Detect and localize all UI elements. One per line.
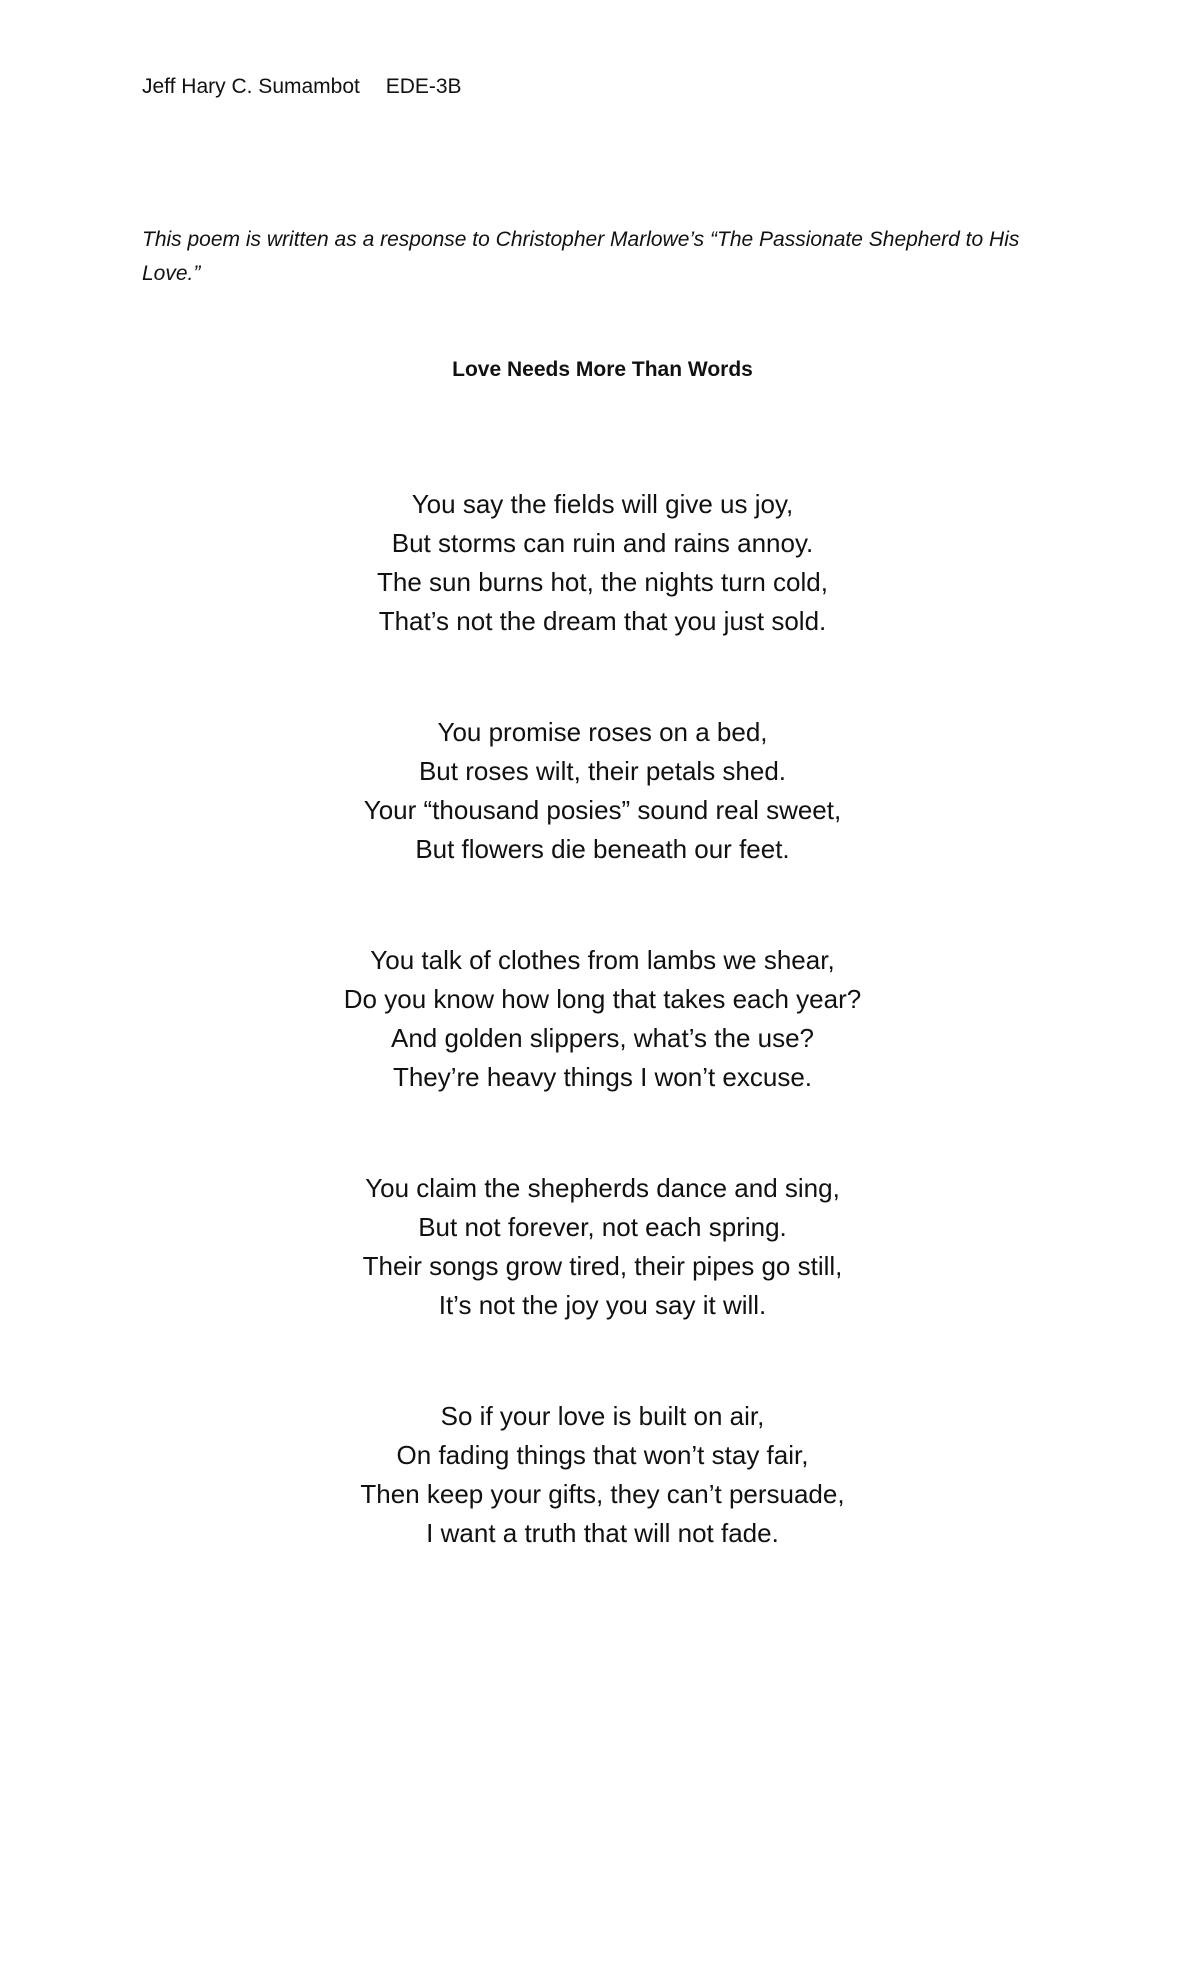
stanza-4 xyxy=(0,1169,1200,1325)
poem-line: But roses wilt, their petals shed. xyxy=(418,756,787,786)
stanza-2 xyxy=(0,713,1200,869)
poem-line: Then keep your gifts, they can’t persuade, xyxy=(360,1479,845,1509)
poem-line: But flowers die beneath our feet. xyxy=(415,834,790,864)
poem-line: The sun burns hot, the nights turn cold, xyxy=(377,567,828,597)
poem-line: So if your love is built on air, xyxy=(440,1401,765,1431)
stanza-3 xyxy=(0,941,1200,1097)
poem-line: Your “thousand posies” sound real sweet, xyxy=(363,795,842,825)
poem-line: On fading things that won’t stay fair, xyxy=(396,1440,809,1470)
poem-line: But storms can ruin and rains annoy. xyxy=(391,528,814,558)
poem-line: It’s not the joy you say it will. xyxy=(438,1290,767,1320)
class-section: EDE-3B xyxy=(385,75,462,98)
poem-line: Do you know how long that takes each year? xyxy=(343,984,862,1014)
poem-line: That’s not the dream that you just sold. xyxy=(378,606,827,636)
poem-line: You claim the shepherds dance and sing, xyxy=(365,1173,840,1203)
poem-line: And golden slippers, what’s the use? xyxy=(390,1023,815,1053)
poem-line: I want a truth that will not fade. xyxy=(426,1518,779,1548)
poem-body xyxy=(0,485,1200,1625)
author-name: Jeff Hary C. Sumambot xyxy=(142,75,360,98)
stanza-5 xyxy=(0,1397,1200,1553)
stanza-1 xyxy=(0,485,1200,641)
poem-line: They’re heavy things I won’t excuse. xyxy=(392,1062,813,1092)
intro-note: This poem is written as a response to Christopher Marlowe’s “The Passionate Shepherd to His Love.” xyxy=(142,228,1020,285)
poem-line: You say the fields will give us joy, xyxy=(411,489,794,519)
document-header xyxy=(142,72,462,102)
poem-line: You promise roses on a bed, xyxy=(437,717,768,747)
poem-line: But not forever, not each spring. xyxy=(418,1212,787,1242)
poem-line: Their songs grow tired, their pipes go still, xyxy=(362,1251,843,1281)
poem-line: You talk of clothes from lambs we shear, xyxy=(370,945,835,975)
poem-title: Love Needs More Than Words xyxy=(452,358,753,381)
